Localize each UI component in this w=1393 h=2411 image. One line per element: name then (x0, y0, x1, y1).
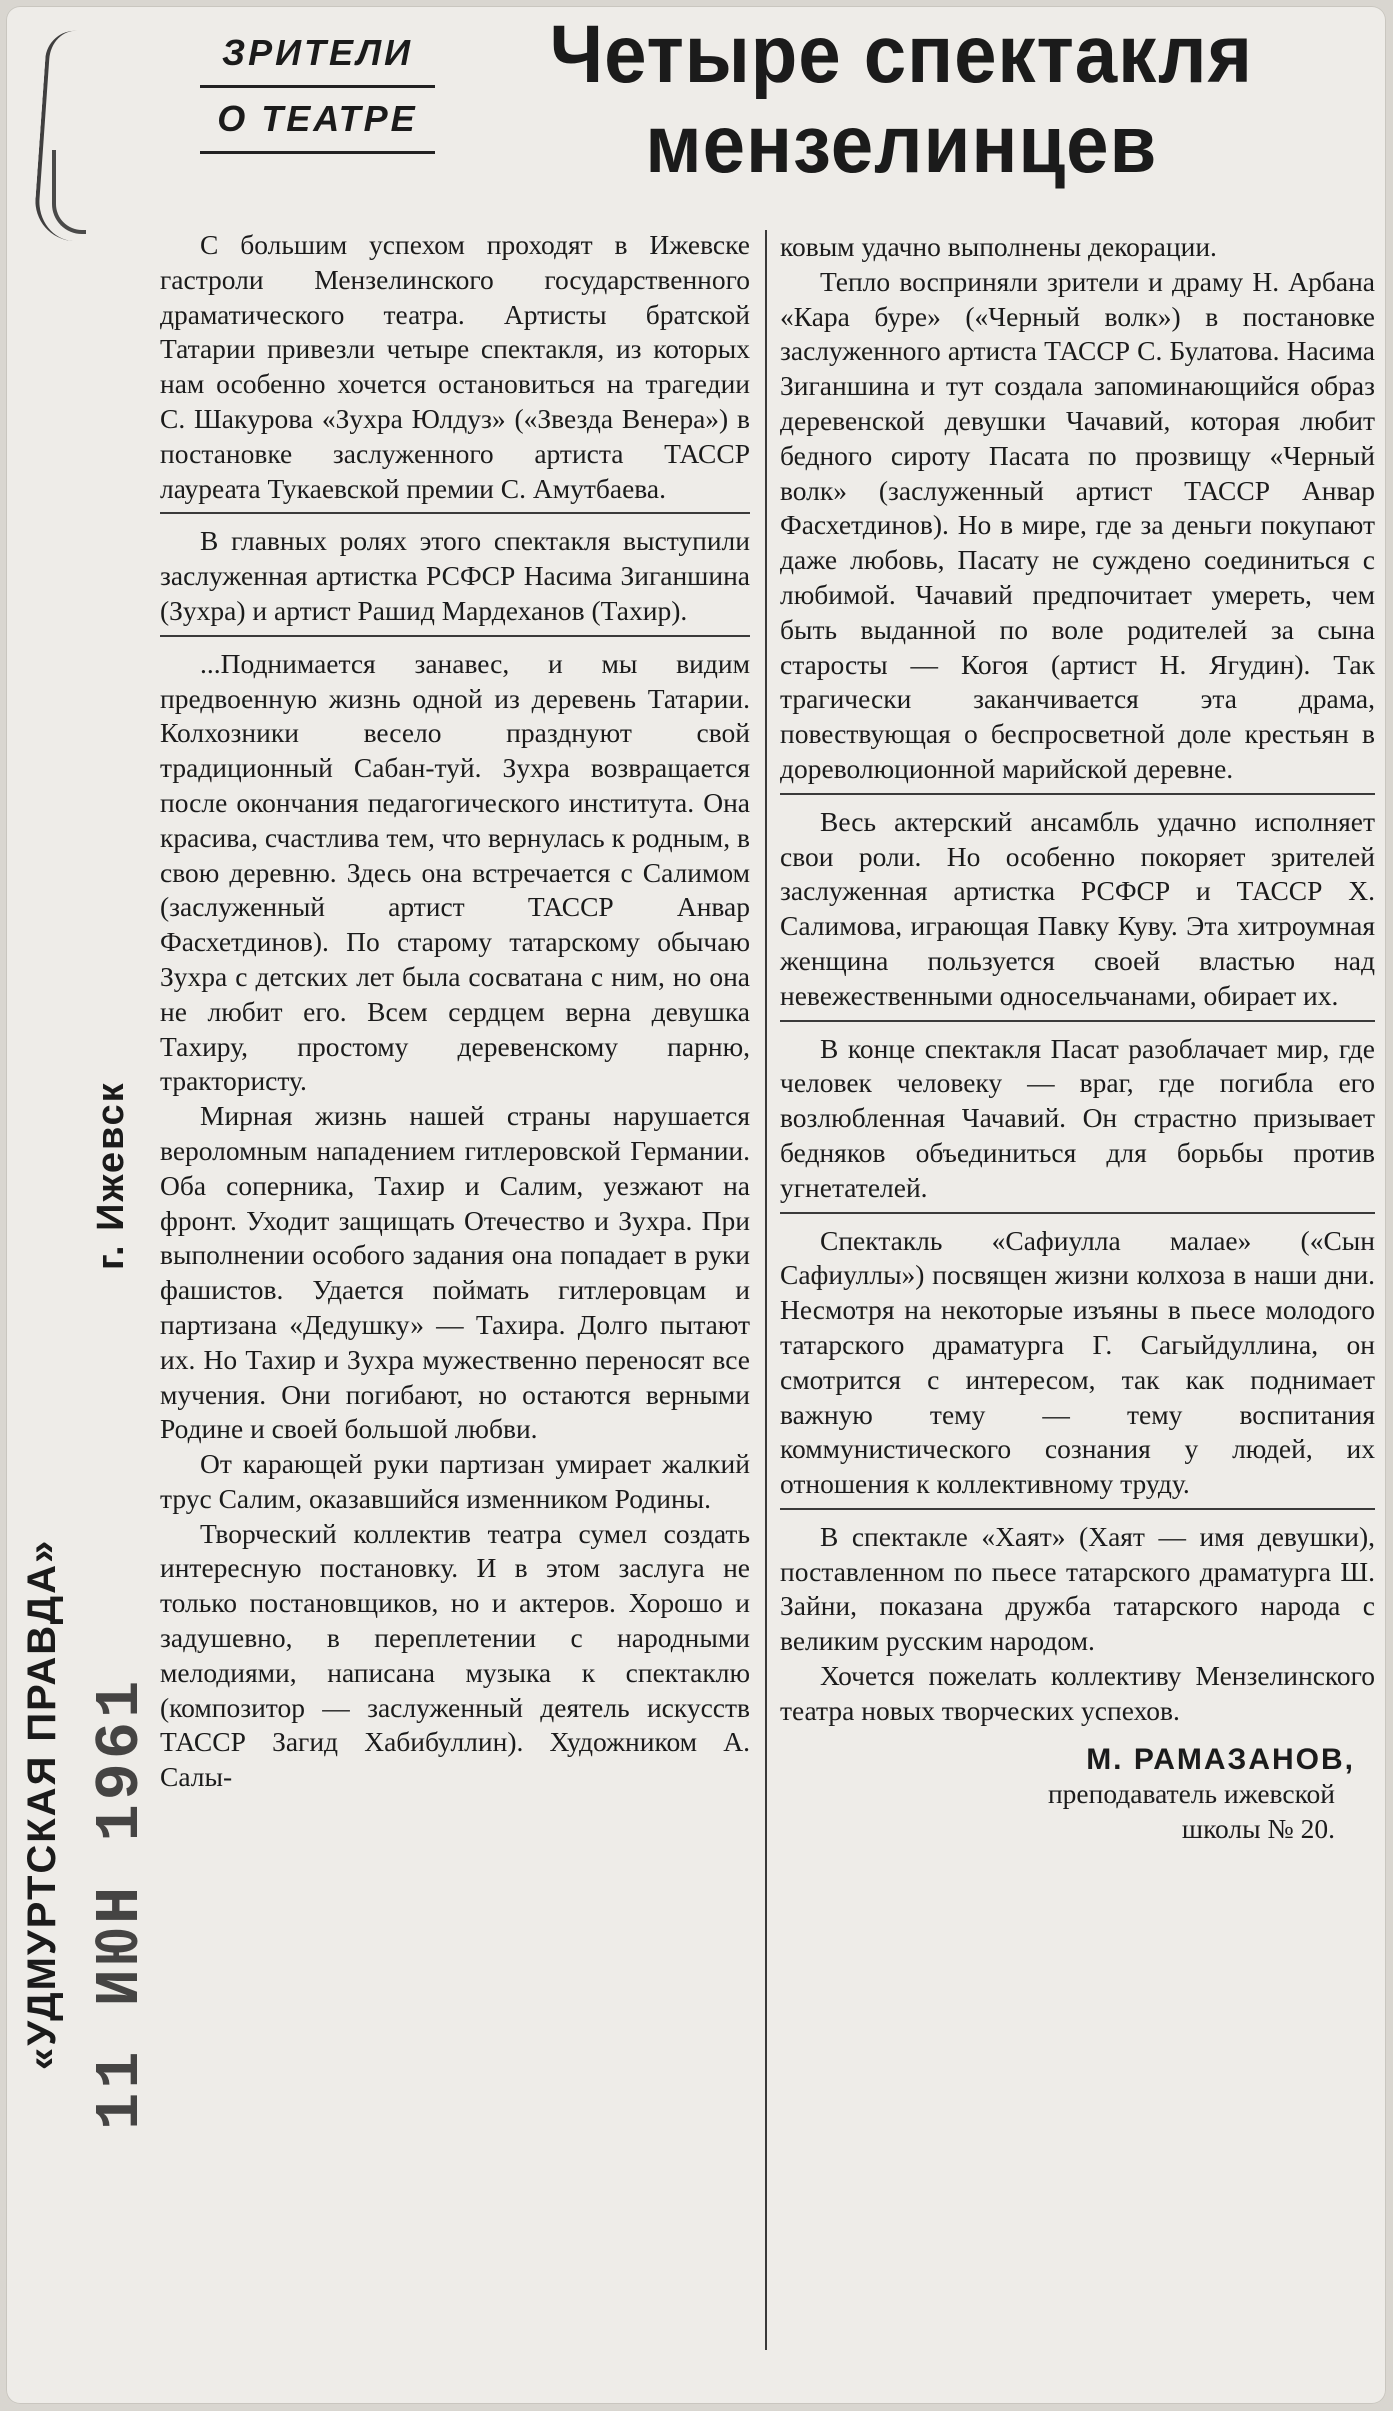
paragraph: Тепло восприняли зрители и драму Н. Арбана «Кара буре» («Черный волк») в постановке заслуженного артиста ТАССР С. Булатова. Насима Зиганшина и тут создала запоминающийся образ деревенской девушки Чачавий, которая любит бедного сироту Пасата по прозвищу «Черный волк» (заслуженный артист ТАССР Анвар Фасхетдинов). Но в мире, где за деньги покупают даже любовь, Пасату не суждено соединиться с любимой. Чачавий предпочитает умереть, чем быть выданной по воле родителей за сына старосты — Когоя (артист Н. Ягудин). Так трагически заканчивается эта драма, повествующая о беспросветной доле крестьян в дореволюционной марийской деревне. (780, 265, 1375, 784)
paragraph: Творческий коллектив театра сумел создать интересную постановку. И в этом заслуга не только постановщиков, но и актеров. Хорошо и задушевно, в переплетении с народными мелодиями, написана музыка к спектаклю (композитор — заслуженный деятель искусств ТАССР Загид Хабибуллин). Художником А. Салы- (160, 1517, 750, 1793)
pen-mark-hook (52, 150, 86, 234)
rubric (200, 30, 435, 154)
article-column-right (780, 230, 1375, 1847)
article-column-left (160, 228, 750, 1795)
headline-line-2: мензелинцев (645, 99, 1158, 191)
author-school: школы № 20. (1181, 1813, 1335, 1845)
paragraph: От карающей руки партизан умирает жалкий трус Салим, оказавшийся изменником Родины. (160, 1448, 750, 1514)
author-role: преподаватель ижевской (1047, 1778, 1335, 1810)
column-divider (765, 230, 767, 2350)
headline-line-1: Четыре спектакля (549, 9, 1253, 100)
city-stamp: г. Ижевск (90, 1081, 132, 1270)
paragraph-rule (160, 512, 750, 514)
paragraph: Весь актерский ансамбль удачно исполняет свои роли. Но особенно покоряет зрителей заслуженная артистка РСФСР и ТАССР Х. Салимова, играющая Павку Куву. Эта хитроумная женщина пользуется своей властью над невежественными односельчанами, обирает их. (780, 805, 1375, 1011)
rubric-line-2: О ТЕАТРЕ (200, 88, 435, 154)
paragraph: В главных ролях этого спектакля выступили заслуженная артистка РСФСР Насима Зиганшина (Зухра) и артист Рашид Мардеханов (Тахир). (160, 525, 750, 626)
paragraph: ковым удачно выполнены декорации. (780, 231, 1217, 262)
author-name: М. РАМАЗАНОВ, (1086, 1742, 1355, 1776)
headline (520, 10, 1283, 190)
paragraph-rule (160, 635, 750, 637)
rubric-line-1: ЗРИТЕЛИ (200, 30, 435, 88)
paragraph-rule (780, 1508, 1375, 1510)
paragraph: С большим успехом проходят в Ижевске гастроли Мензелинского государственного драматического театра. Артисты братской Татарии привезли четыре спектакля, из которых нам особенно хочется остановиться на трагедии С. Шакурова «Зухра Юлдуз» («Звезда Венера») в постановке заслуженного артиста ТАССР лауреата Тукаевской премии С. Амутбаева. (160, 229, 750, 504)
paragraph-rule (780, 793, 1375, 795)
paragraph: Хочется пожелать коллективу Мензелинского театра новых творческих успехов. (780, 1660, 1375, 1726)
paragraph: В конце спектакля Пасат разоблачает мир, где человек человеку — враг, где погибла его возлюбленная Чачавий. Он страстно призывает бедняков объединиться для борьбы против угнетателей. (780, 1032, 1375, 1203)
paragraph-rule (780, 1020, 1375, 1022)
date-stamp: 11 ИЮН 1961 (85, 1676, 156, 2130)
paragraph: В спектакле «Хаят» (Хаят — имя девушки), поставленном по пьесе татарского драматурга Ш. Зайни, показана дружба татарского народа с великим русским народом. (780, 1520, 1375, 1657)
newspaper-stamp: «УДМУРТСКАЯ ПРАВДА» (20, 1538, 64, 2070)
paragraph-rule (780, 1212, 1375, 1214)
paragraph: Мирная жизнь нашей страны нарушается вероломным нападением гитлеровской Германии. Оба соперника, Тахир и Салим, уезжают на фронт. Уходит защищать Отечество и Зухра. При выполнении особого задания она попадает в руки фашистов. Удается поймать гитлеровцам и партизана «Дедушку» — Тахира. Долго пытают их. Но Тахир и Зухра мужественно переносят все мучения. Они погибают, но остаются верными Родине и своей большой любви. (160, 1100, 750, 1445)
paragraph: Спектакль «Сафиулла малае» («Сын Сафиуллы») посвящен жизни колхоза в наши дни. Несмотря на некоторые изъяны в пьесе молодого татарского драматурга Г. Сагыйдуллина, он смотрится с интересом, так как поднимает важную тему — тему воспитания коммунистического сознания у людей, их отношения к коллективному труду. (780, 1224, 1375, 1500)
paragraph: ...Поднимается занавес, и мы видим предвоенную жизнь одной из деревень Татарии. Колхозники весело празднуют свой традиционный Сабан-туй. Зухра возвращается после окончания педагогического института. Она красива, счастлива тем, что вернулась к родным, в свою деревню. Здесь она встречается с Салимом (заслуженный артист ТАССР Анвар Фасхетдинов). По старому татарскому обычаю Зухра с детских лет была сосватана с ним, но она не любит его. Всем сердцем верна девушка Тахиру, простому деревенскому парню, трактористу. (160, 647, 750, 1097)
